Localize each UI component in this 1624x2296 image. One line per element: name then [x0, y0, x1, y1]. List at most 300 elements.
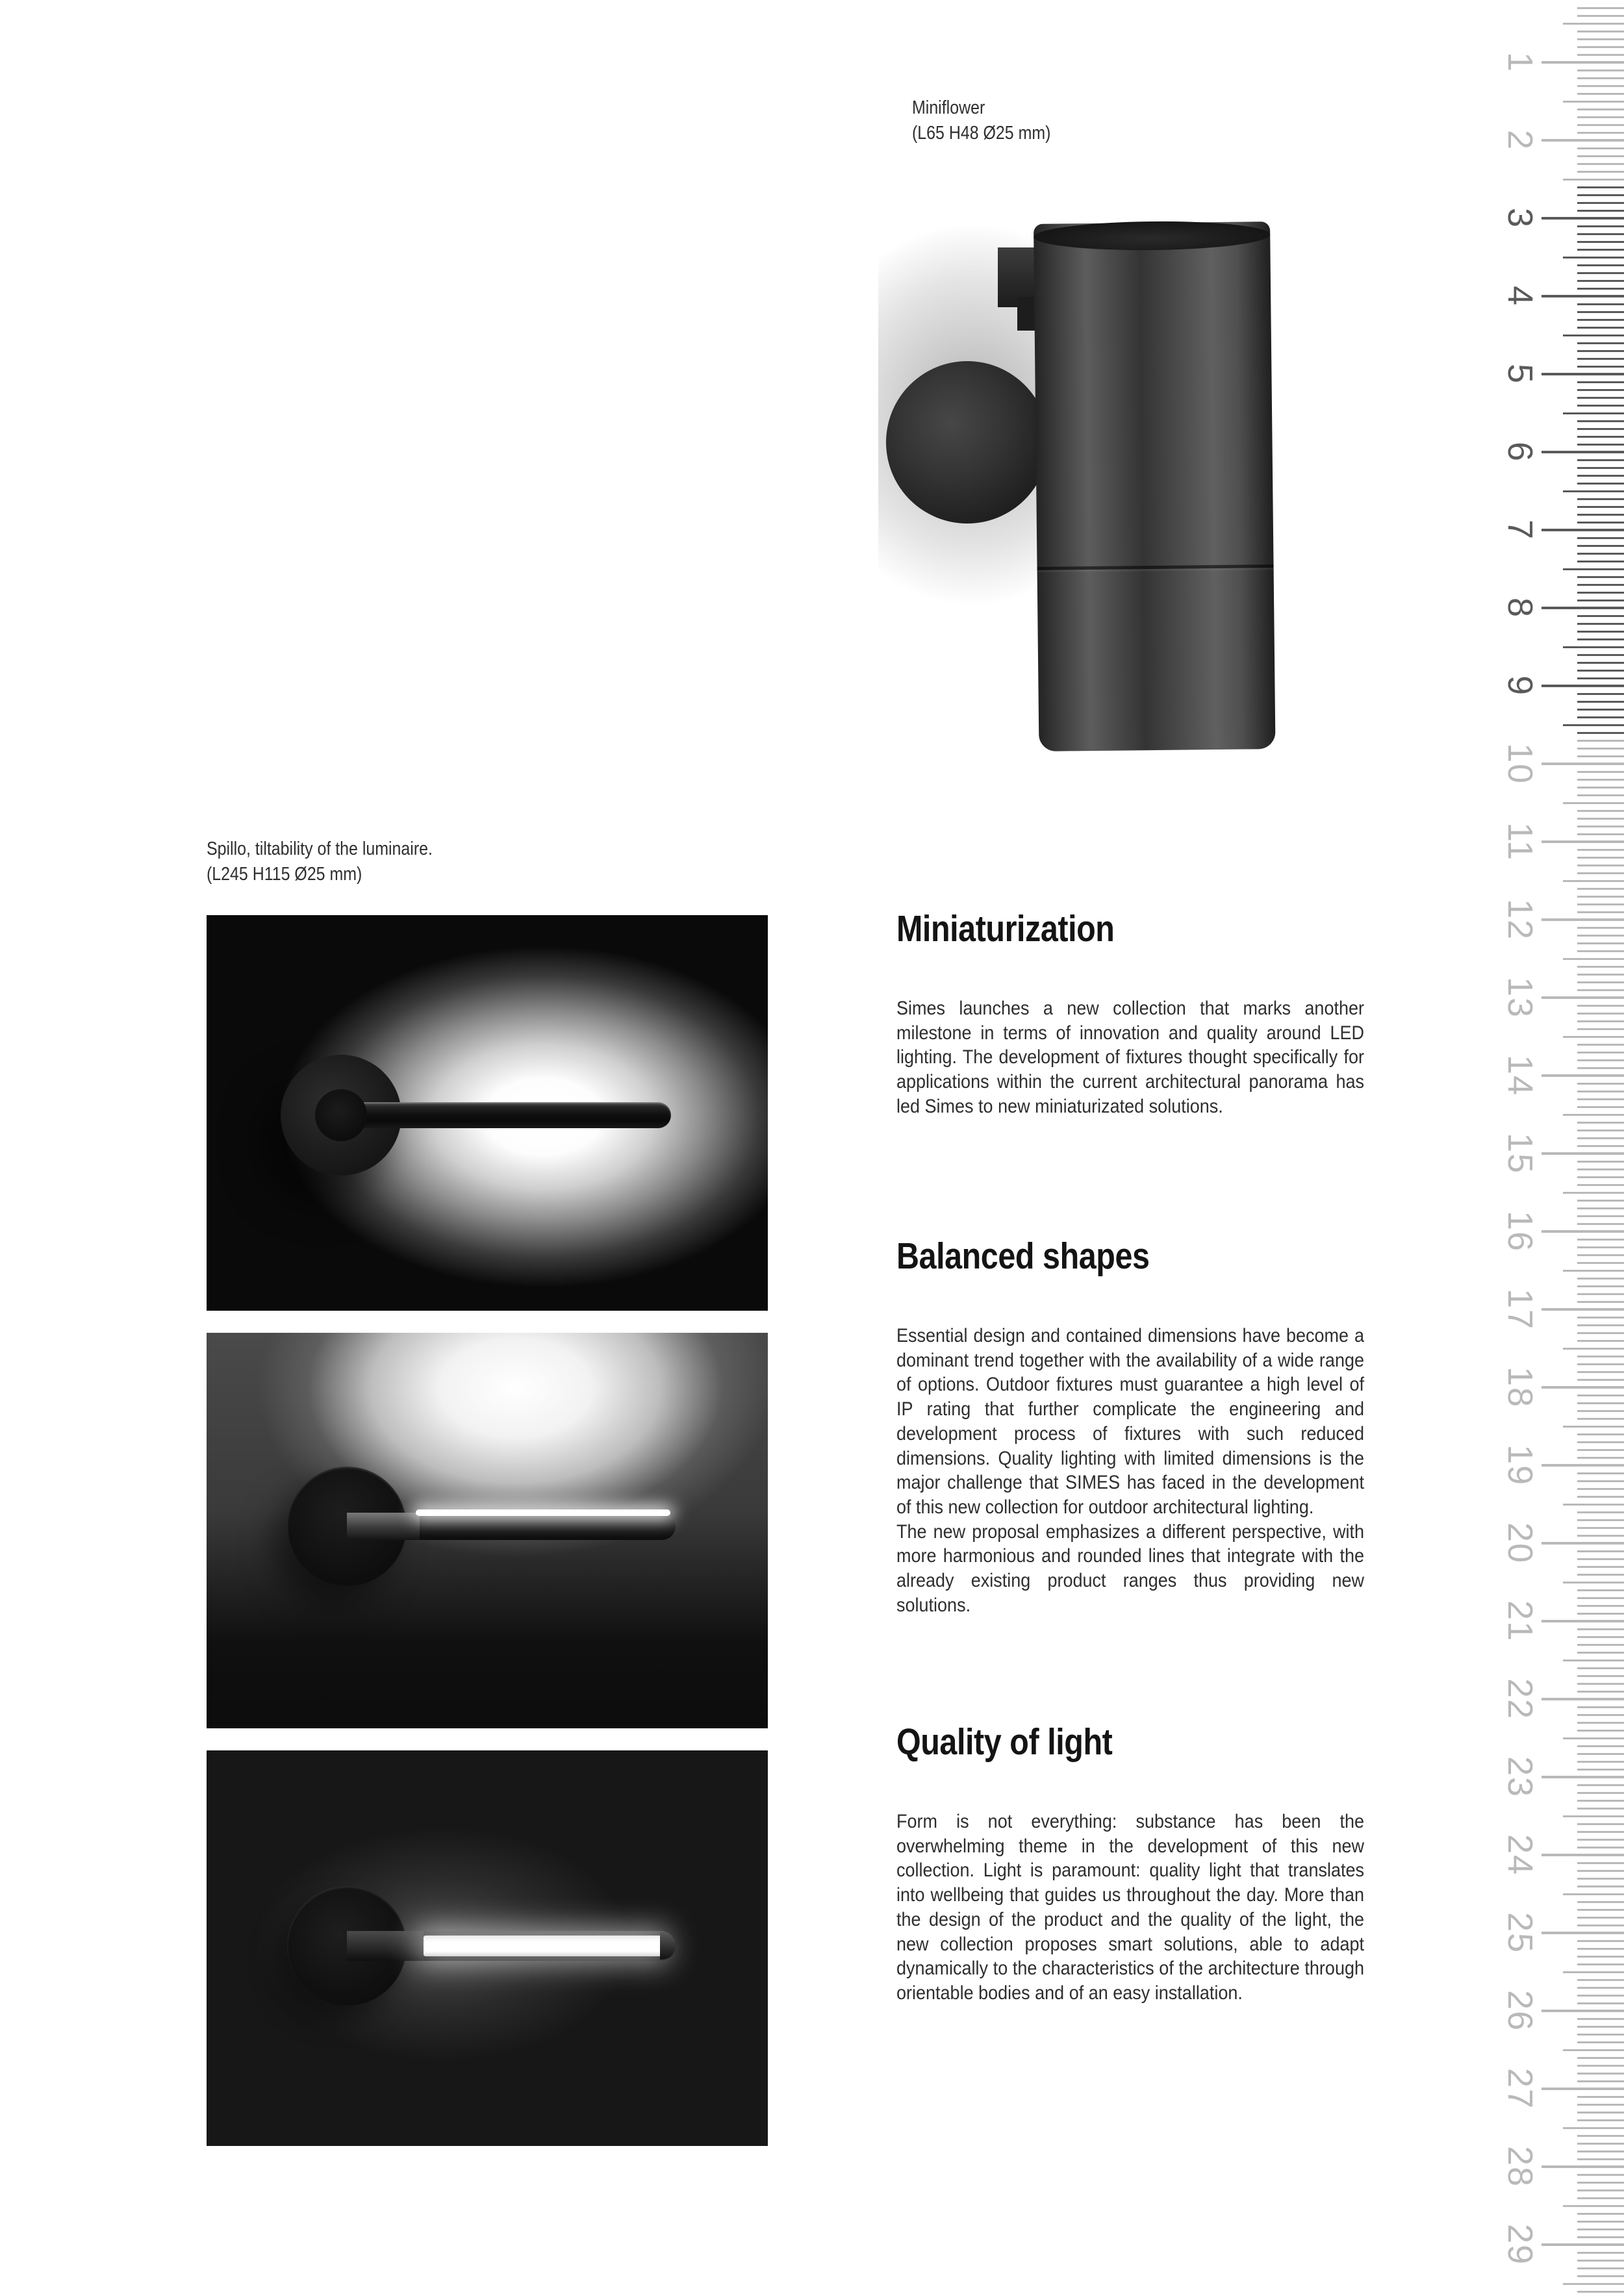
- ruler-minor-tick: [1577, 989, 1624, 991]
- ruler-minor-tick: [1577, 1488, 1624, 1490]
- ruler-number-label: 18: [1501, 1366, 1540, 1409]
- ruler-half-tick: [1563, 1270, 1624, 1272]
- ruler-minor-tick: [1577, 1917, 1624, 1919]
- ruler-minor-tick: [1577, 186, 1624, 188]
- ruler-number-label: 3: [1501, 207, 1540, 229]
- ruler-minor-tick: [1577, 553, 1624, 555]
- ruler-minor-tick: [1577, 2213, 1624, 2215]
- ruler-number-tick: [1542, 451, 1624, 453]
- ruler-minor-tick: [1577, 911, 1624, 913]
- ruler-minor-tick: [1577, 709, 1624, 711]
- ruler-number-tick: [1542, 1932, 1624, 1934]
- ruler-minor-tick: [1577, 436, 1624, 438]
- ruler-minor-tick: [1577, 1402, 1624, 1404]
- ruler: [1429, 0, 1624, 2296]
- ruler-minor-tick: [1577, 1200, 1624, 1202]
- ruler-half-tick: [1563, 2127, 1624, 2129]
- ruler-minor-tick: [1577, 716, 1624, 718]
- ruler-number-label: 11: [1501, 822, 1540, 862]
- ruler-number-label: 9: [1501, 675, 1540, 697]
- ruler-minor-tick: [1577, 2291, 1624, 2293]
- ruler-minor-tick: [1577, 93, 1624, 95]
- ruler-minor-tick: [1577, 2018, 1624, 2020]
- ruler-minor-tick: [1577, 1371, 1624, 1373]
- ruler-minor-tick: [1577, 942, 1624, 944]
- ruler-minor-tick: [1577, 677, 1624, 679]
- ruler-number-label: 1: [1501, 51, 1540, 73]
- ruler-minor-tick: [1577, 1013, 1624, 1015]
- ruler-half-tick: [1563, 1114, 1624, 1116]
- ruler-minor-tick: [1577, 1956, 1624, 1958]
- ruler-minor-tick: [1577, 522, 1624, 524]
- ruler-half-tick: [1563, 1426, 1624, 1428]
- ruler-half-tick: [1563, 23, 1624, 25]
- led-lit-band: [424, 1936, 661, 1956]
- rod-ferrule: [315, 1089, 367, 1141]
- ruler-number-label: 26: [1501, 1989, 1540, 2032]
- ruler-minor-tick: [1577, 2260, 1624, 2262]
- section-heading-quality-of-light: Quality of light: [896, 1721, 1113, 1763]
- paragraph: Simes launches a new collection that marks another milestone in terms of innovation and quality around LED lighting. The development of fixtures thought specifically for applications within the current architectural panorama has led Simes to new miniaturizated solutions.: [896, 998, 1364, 1117]
- ruler-minor-tick: [1577, 1028, 1624, 1030]
- ruler-minor-tick: [1577, 69, 1624, 71]
- ruler-minor-tick: [1577, 1254, 1624, 1256]
- ruler-minor-tick: [1577, 1605, 1624, 1607]
- ruler-minor-tick: [1577, 1184, 1624, 1186]
- ruler-minor-tick: [1577, 1356, 1624, 1357]
- ruler-half-tick: [1563, 1036, 1624, 1038]
- ruler-minor-tick: [1577, 2197, 1624, 2199]
- ruler-minor-tick: [1577, 1246, 1624, 1248]
- ruler-minor-tick: [1577, 1722, 1624, 1724]
- ruler-half-tick: [1563, 1348, 1624, 1350]
- ruler-minor-tick: [1577, 2228, 1624, 2230]
- ruler-number-label: 27: [1501, 2067, 1540, 2110]
- ruler-number-tick: [1542, 1074, 1624, 1077]
- ruler-minor-tick: [1577, 202, 1624, 204]
- ruler-number-tick: [1542, 2165, 1624, 2168]
- ruler-minor-tick: [1577, 2026, 1624, 2028]
- ruler-minor-tick: [1577, 7, 1624, 9]
- ruler-minor-tick: [1577, 1550, 1624, 1552]
- ruler-minor-tick: [1577, 1714, 1624, 1716]
- ruler-minor-tick: [1577, 545, 1624, 547]
- ruler-number-tick: [1542, 996, 1624, 999]
- ruler-minor-tick: [1577, 249, 1624, 251]
- ruler-half-tick: [1563, 257, 1624, 259]
- ruler-minor-tick: [1577, 1441, 1624, 1443]
- ruler-number-label: 12: [1501, 898, 1540, 941]
- ruler-half-tick: [1563, 1971, 1624, 1973]
- ruler-half-tick: [1563, 179, 1624, 181]
- ruler-minor-tick: [1577, 483, 1624, 485]
- ruler-minor-tick: [1577, 38, 1624, 40]
- ruler-minor-tick: [1577, 2143, 1624, 2145]
- ruler-number-label: 29: [1501, 2223, 1540, 2266]
- ruler-minor-tick: [1577, 1652, 1624, 1654]
- ruler-minor-tick: [1577, 280, 1624, 282]
- ruler-minor-tick: [1577, 2119, 1624, 2121]
- miniflower-caption: [912, 95, 1050, 145]
- ruler-minor-tick: [1577, 1753, 1624, 1755]
- ruler-minor-tick: [1577, 506, 1624, 508]
- ruler-minor-tick: [1577, 2267, 1624, 2269]
- ruler-minor-tick: [1577, 1301, 1624, 1303]
- ruler-number-tick: [1542, 1698, 1624, 1700]
- ruler-minor-tick: [1577, 1005, 1624, 1007]
- ruler-half-tick: [1563, 1893, 1624, 1895]
- ruler-half-tick: [1563, 2283, 1624, 2285]
- ruler-number-label: 22: [1501, 1678, 1540, 1721]
- ruler-number-tick: [1542, 2243, 1624, 2246]
- ruler-number-label: 15: [1501, 1132, 1540, 1175]
- ruler-minor-tick: [1577, 2189, 1624, 2191]
- ruler-minor-tick: [1577, 389, 1624, 391]
- ruler-minor-tick: [1577, 810, 1624, 812]
- ruler-minor-tick: [1577, 1480, 1624, 1482]
- ruler-minor-tick: [1577, 1769, 1624, 1771]
- ruler-number-label: 10: [1501, 742, 1540, 785]
- ruler-number-label: 4: [1501, 285, 1540, 307]
- ruler-minor-tick: [1577, 1730, 1624, 1732]
- ruler-minor-tick: [1577, 740, 1624, 742]
- ruler-number-tick: [1542, 840, 1624, 843]
- spotlight-body: [1034, 221, 1275, 751]
- wall-mount-disc: [886, 361, 1048, 524]
- ruler-minor-tick: [1577, 1472, 1624, 1474]
- ruler-minor-tick: [1577, 31, 1624, 32]
- ruler-minor-tick: [1577, 303, 1624, 305]
- ruler-minor-tick: [1577, 2135, 1624, 2137]
- ruler-minor-tick: [1577, 358, 1624, 360]
- ruler-minor-tick: [1577, 584, 1624, 586]
- ruler-minor-tick: [1577, 888, 1624, 890]
- ruler-minor-tick: [1577, 171, 1624, 173]
- ruler-minor-tick: [1577, 2275, 1624, 2277]
- ruler-minor-tick: [1577, 163, 1624, 165]
- ruler-minor-tick: [1577, 903, 1624, 905]
- ruler-minor-tick: [1577, 1886, 1624, 1887]
- ruler-minor-tick: [1577, 1122, 1624, 1124]
- ruler-minor-tick: [1577, 1628, 1624, 1630]
- ruler-minor-tick: [1577, 311, 1624, 313]
- ruler-minor-tick: [1577, 147, 1624, 149]
- ruler-minor-tick: [1577, 833, 1624, 835]
- ruler-minor-tick: [1577, 1761, 1624, 1763]
- ruler-minor-tick: [1577, 1870, 1624, 1872]
- ruler-minor-tick: [1577, 561, 1624, 562]
- ruler-number-label: 2: [1501, 129, 1540, 151]
- ruler-minor-tick: [1577, 2174, 1624, 2176]
- ruler-minor-tick: [1577, 1527, 1624, 1529]
- ruler-minor-tick: [1577, 1995, 1624, 1997]
- ruler-number-tick: [1542, 1464, 1624, 1467]
- ruler-number-tick: [1542, 1542, 1624, 1545]
- miniflower-caption-name: Miniflower: [912, 97, 985, 118]
- ruler-minor-tick: [1577, 475, 1624, 477]
- ruler-half-tick: [1563, 2049, 1624, 2051]
- ruler-minor-tick: [1577, 1979, 1624, 1981]
- ruler-number-label: 23: [1501, 1756, 1540, 1798]
- ruler-minor-tick: [1577, 1800, 1624, 1802]
- miniflower-product-photo: [878, 170, 1271, 753]
- ruler-minor-tick: [1577, 1083, 1624, 1085]
- ruler-minor-tick: [1577, 2034, 1624, 2036]
- spillo-caption-dimensions: (L245 H115 Ø25 mm): [207, 863, 362, 885]
- ruler-minor-tick: [1577, 1566, 1624, 1568]
- ruler-number-label: 7: [1501, 519, 1540, 541]
- ruler-minor-tick: [1577, 366, 1624, 368]
- ruler-half-tick: [1563, 1192, 1624, 1194]
- ruler-minor-tick: [1577, 350, 1624, 352]
- ruler-number-tick: [1542, 1230, 1624, 1233]
- ruler-number-label: 19: [1501, 1444, 1540, 1487]
- ruler-minor-tick: [1577, 2065, 1624, 2067]
- paragraph: Essential design and contained dimensions have become a dominant trend together with the availability of a wide range of options. Outdoor fixtures must guarantee a high level of IP rating that further complicate the engineering and development process of fixtures with such reduced dimensions. Quality lighting with limited dimensions is the major challenge that SIMES has faced in the development of this new collection for outdoor architectural lighting.: [896, 1325, 1364, 1518]
- ruler-minor-tick: [1577, 1129, 1624, 1131]
- ruler-minor-tick: [1577, 1106, 1624, 1108]
- ruler-minor-tick: [1577, 615, 1624, 617]
- ruler-minor-tick: [1577, 623, 1624, 625]
- ruler-minor-tick: [1577, 771, 1624, 773]
- ruler-minor-tick: [1577, 459, 1624, 461]
- ruler-minor-tick: [1577, 1394, 1624, 1396]
- ruler-half-tick: [1563, 880, 1624, 882]
- ruler-number-label: 8: [1501, 597, 1540, 619]
- miniflower-caption-dimensions: (L65 H48 Ø25 mm): [912, 122, 1051, 144]
- light-rod: [341, 1102, 671, 1128]
- ruler-minor-tick: [1577, 1597, 1624, 1599]
- ruler-number-tick: [1542, 763, 1624, 765]
- ruler-minor-tick: [1577, 1457, 1624, 1459]
- ruler-minor-tick: [1577, 1613, 1624, 1615]
- ruler-minor-tick: [1577, 935, 1624, 937]
- ruler-minor-tick: [1577, 272, 1624, 274]
- ruler-minor-tick: [1577, 210, 1624, 212]
- ruler-minor-tick: [1577, 1067, 1624, 1069]
- ruler-minor-tick: [1577, 755, 1624, 757]
- ruler-half-tick: [1563, 802, 1624, 804]
- section-heading-balanced-shapes: Balanced shapes: [896, 1235, 1150, 1277]
- ruler-minor-tick: [1577, 2158, 1624, 2160]
- ruler-half-tick: [1563, 1659, 1624, 1661]
- ruler-minor-tick: [1577, 1379, 1624, 1381]
- ruler-minor-tick: [1577, 1449, 1624, 1451]
- ruler-minor-tick: [1577, 1052, 1624, 1053]
- ruler-number-tick: [1542, 685, 1624, 687]
- ruler-minor-tick: [1577, 2236, 1624, 2238]
- ruler-minor-tick: [1577, 1168, 1624, 1170]
- ruler-minor-tick: [1577, 1091, 1624, 1092]
- ruler-minor-tick: [1577, 1363, 1624, 1365]
- ruler-minor-tick: [1577, 116, 1624, 118]
- ruler-minor-tick: [1577, 1924, 1624, 1926]
- ruler-number-label: 28: [1501, 2145, 1540, 2188]
- ruler-minor-tick: [1577, 1675, 1624, 1677]
- ruler-minor-tick: [1577, 1262, 1624, 1264]
- ruler-minor-tick: [1577, 857, 1624, 859]
- ruler-minor-tick: [1577, 1161, 1624, 1163]
- ruler-minor-tick: [1577, 662, 1624, 664]
- ruler-number-tick: [1542, 918, 1624, 921]
- ruler-half-tick: [1563, 724, 1624, 726]
- ruler-minor-tick: [1577, 927, 1624, 929]
- ruler-half-tick: [1563, 334, 1624, 336]
- ruler-minor-tick: [1577, 467, 1624, 469]
- ruler-minor-tick: [1577, 85, 1624, 87]
- ruler-minor-tick: [1577, 638, 1624, 640]
- ruler-half-tick: [1563, 101, 1624, 103]
- spillo-photo-litbar: [207, 1750, 768, 2146]
- ruler-minor-tick: [1577, 2041, 1624, 2043]
- ruler-number-label: 21: [1501, 1600, 1540, 1643]
- spotlight-seam: [1037, 564, 1274, 570]
- spillo-photo-unlit: [207, 915, 768, 1311]
- ruler-minor-tick: [1577, 701, 1624, 703]
- ruler-minor-tick: [1577, 599, 1624, 601]
- ruler-minor-tick: [1577, 225, 1624, 227]
- spotlight-top-cap: [1034, 220, 1270, 251]
- ruler-minor-tick: [1577, 54, 1624, 56]
- ruler-minor-tick: [1577, 108, 1624, 110]
- ruler-minor-tick: [1577, 194, 1624, 196]
- ruler-minor-tick: [1577, 1574, 1624, 1576]
- ruler-minor-tick: [1577, 2112, 1624, 2113]
- ruler-number-tick: [1542, 2088, 1624, 2090]
- ruler-minor-tick: [1577, 124, 1624, 126]
- ruler-minor-tick: [1577, 981, 1624, 983]
- ruler-number-tick: [1542, 2010, 1624, 2012]
- ruler-minor-tick: [1577, 693, 1624, 695]
- section-body-miniaturization: [896, 996, 1364, 1119]
- ruler-minor-tick: [1577, 1784, 1624, 1786]
- ruler-number-label: 13: [1501, 976, 1540, 1019]
- ruler-minor-tick: [1577, 1831, 1624, 1833]
- ruler-minor-tick: [1577, 1792, 1624, 1794]
- ruler-minor-tick: [1577, 592, 1624, 594]
- ruler-minor-tick: [1577, 1098, 1624, 1100]
- ruler-minor-tick: [1577, 896, 1624, 898]
- ruler-minor-tick: [1577, 1862, 1624, 1864]
- ruler-minor-tick: [1577, 1496, 1624, 1498]
- ruler-minor-tick: [1577, 1176, 1624, 1178]
- ruler-minor-tick: [1577, 1293, 1624, 1295]
- ruler-half-tick: [1563, 490, 1624, 492]
- ruler-minor-tick: [1577, 1706, 1624, 1708]
- ruler-number-tick: [1542, 1854, 1624, 1856]
- ruler-half-tick: [1563, 1504, 1624, 1506]
- ruler-minor-tick: [1577, 1644, 1624, 1646]
- led-strip: [416, 1509, 670, 1516]
- ruler-minor-tick: [1577, 288, 1624, 290]
- rod-sleeve: [347, 1931, 424, 1961]
- ruler-minor-tick: [1577, 397, 1624, 399]
- ruler-minor-tick: [1577, 1278, 1624, 1280]
- ruler-minor-tick: [1577, 1963, 1624, 1965]
- ruler-minor-tick: [1577, 1558, 1624, 1560]
- ruler-minor-tick: [1577, 319, 1624, 321]
- ruler-minor-tick: [1577, 818, 1624, 820]
- ruler-minor-tick: [1577, 1987, 1624, 1989]
- ruler-minor-tick: [1577, 1223, 1624, 1225]
- ruler-minor-tick: [1577, 1901, 1624, 1903]
- ruler-minor-tick: [1577, 428, 1624, 430]
- ruler-minor-tick: [1577, 1909, 1624, 1911]
- ruler-minor-tick: [1577, 2080, 1624, 2082]
- section-body-quality-of-light: [896, 1810, 1364, 2006]
- ruler-minor-tick: [1577, 794, 1624, 796]
- ruler-minor-tick: [1577, 966, 1624, 968]
- ruler-number-tick: [1542, 1152, 1624, 1155]
- ruler-minor-tick: [1577, 46, 1624, 48]
- ruler-number-label: 24: [1501, 1834, 1540, 1876]
- ruler-minor-tick: [1577, 849, 1624, 851]
- ruler-minor-tick: [1577, 15, 1624, 17]
- ruler-minor-tick: [1577, 2096, 1624, 2098]
- ruler-minor-tick: [1577, 2182, 1624, 2184]
- ruler-minor-tick: [1577, 779, 1624, 781]
- ruler-minor-tick: [1577, 1683, 1624, 1685]
- ruler-minor-tick: [1577, 381, 1624, 383]
- ruler-minor-tick: [1577, 514, 1624, 516]
- ruler-minor-tick: [1577, 342, 1624, 344]
- section-body-balanced-shapes: [896, 1324, 1364, 1617]
- ruler-minor-tick: [1577, 2057, 1624, 2059]
- spillo-photo-uplight: [207, 1333, 768, 1728]
- ruler-number-label: 6: [1501, 441, 1540, 463]
- ruler-minor-tick: [1577, 1410, 1624, 1412]
- ruler-minor-tick: [1577, 1847, 1624, 1848]
- ruler-number-label: 25: [1501, 1911, 1540, 1954]
- ruler-minor-tick: [1577, 1691, 1624, 1693]
- ruler-minor-tick: [1577, 1137, 1624, 1139]
- paragraph: Form is not everything: substance has been the overwhelming theme in the development of this new collection. Light is paramount: quality light that translates into wellbeing that guides us throughout the day. More than the design of the product and the quality of the light, the new collection proposes smart solutions, able to adapt dynamically to the characteristics of the architecture through orientable bodies and of an easy installation.: [896, 1811, 1364, 2004]
- ruler-half-tick: [1563, 1582, 1624, 1583]
- ruler-minor-tick: [1577, 2073, 1624, 2075]
- ruler-minor-tick: [1577, 787, 1624, 788]
- ruler-number-tick: [1542, 295, 1624, 297]
- ruler-number-label: 16: [1501, 1210, 1540, 1253]
- ruler-minor-tick: [1577, 1332, 1624, 1334]
- ruler-number-tick: [1542, 1776, 1624, 1778]
- ruler-minor-tick: [1577, 1808, 1624, 1810]
- ruler-minor-tick: [1577, 1215, 1624, 1217]
- ruler-minor-tick: [1577, 1020, 1624, 1022]
- ruler-minor-tick: [1577, 1589, 1624, 1591]
- ruler-number-label: 20: [1501, 1522, 1540, 1565]
- ruler-half-tick: [1563, 1737, 1624, 1739]
- ruler-minor-tick: [1577, 748, 1624, 750]
- ruler-minor-tick: [1577, 1324, 1624, 1326]
- ruler-minor-tick: [1577, 1667, 1624, 1669]
- ruler-minor-tick: [1577, 1433, 1624, 1435]
- ruler-minor-tick: [1577, 872, 1624, 874]
- ruler-number-tick: [1542, 373, 1624, 375]
- ruler-minor-tick: [1577, 1418, 1624, 1420]
- ruler-half-tick: [1563, 646, 1624, 648]
- ruler-half-tick: [1563, 2205, 1624, 2207]
- ruler-minor-tick: [1577, 537, 1624, 539]
- spillo-caption-name: Spillo, tiltability of the luminaire.: [207, 839, 433, 859]
- ruler-minor-tick: [1577, 1059, 1624, 1061]
- ruler-half-tick: [1563, 568, 1624, 570]
- ruler-minor-tick: [1577, 1948, 1624, 1950]
- ruler-minor-tick: [1577, 631, 1624, 633]
- ruler-minor-tick: [1577, 864, 1624, 866]
- ruler-minor-tick: [1577, 826, 1624, 827]
- ruler-minor-tick: [1577, 1823, 1624, 1825]
- ruler-minor-tick: [1577, 241, 1624, 243]
